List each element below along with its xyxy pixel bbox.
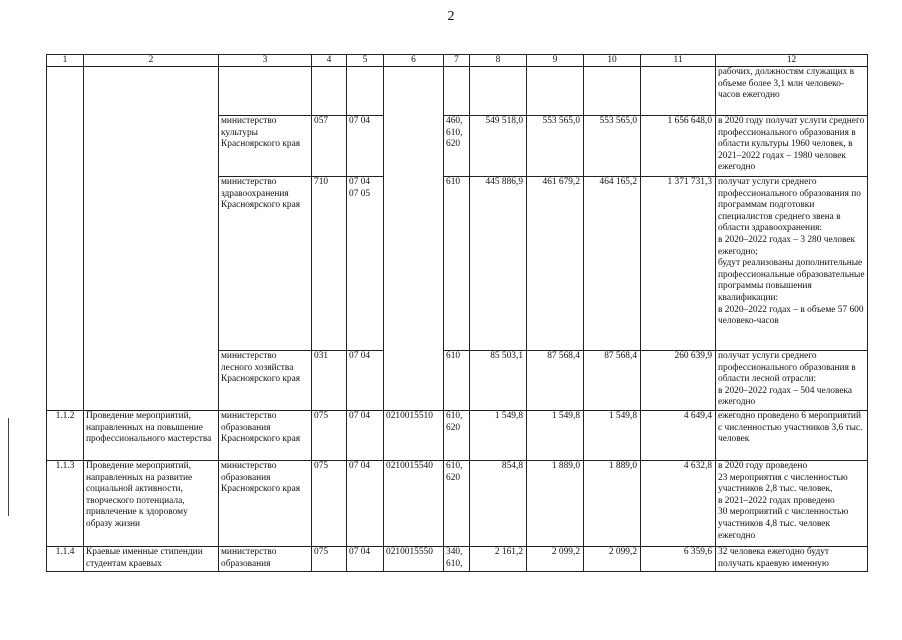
activity-name: Проведение мероприятий, направленных на развитие социальной активности, творческого потенциала, привлечение к здоровому образу жизни [84, 461, 219, 547]
value-2022: 464 165,2 [584, 177, 641, 351]
section-code: 07 04 07 05 [347, 177, 384, 351]
section-code: 07 04 [347, 351, 384, 411]
col-header-11: 11 [641, 55, 716, 67]
value-2020: 85 503,1 [470, 351, 527, 411]
activity-name [84, 177, 219, 351]
value-2021: 1 549,8 [527, 411, 584, 461]
expected-result: рабочих, должностям служащих в объеме более 3,1 млн человеко-часов ежегодно [716, 67, 868, 116]
expected-result: получат услуги среднего профессионального образования по программам подготовки специалистов среднего звена в области здравоохранения: в 2020–2022 годах – 3 280 человек ежегодно; будут реализованы дополнительные профессиональные образовательные программы повышения квалификации: в 2020–2022 годах – в объеме 57 600 человеко-часов [716, 177, 868, 351]
col-header-8: 8 [470, 55, 527, 67]
row-number: 1.1.3 [47, 461, 84, 547]
col-header-9: 9 [527, 55, 584, 67]
administrator: министерство лесного хозяйства Красноярского края [219, 351, 312, 411]
vr-code: 610 [444, 177, 470, 351]
expected-result: получат услуги среднего профессионального образования в области лесной отрасли: в 2020–2022 годах – 504 человека ежегодно [716, 351, 868, 411]
value-total: 4 632,8 [641, 461, 716, 547]
value-2020: 445 886,9 [470, 177, 527, 351]
grbs-code: 031 [312, 351, 347, 411]
table-row [47, 177, 868, 351]
csr-code [384, 177, 444, 351]
value-2021 [527, 67, 584, 116]
administrator: министерство здравоохранения Красноярского края [219, 177, 312, 351]
section-code: 07 04 [347, 547, 384, 572]
value-2022: 1 549,8 [584, 411, 641, 461]
expected-result: в 2020 году получат услуги среднего профессионального образования в области культуры 1960 человек, в 2021–2022 годах – 1980 человек ежегодно [716, 116, 868, 177]
table-row [47, 116, 868, 177]
csr-code [384, 67, 444, 116]
vr-code: 610, 620 [444, 461, 470, 547]
grbs-code: 075 [312, 547, 347, 572]
page-number: 2 [447, 9, 455, 24]
row-number [47, 116, 84, 177]
col-header-10: 10 [584, 55, 641, 67]
row-number [47, 177, 84, 351]
grbs-code [312, 67, 347, 116]
value-2020 [470, 67, 527, 116]
col-header-5: 5 [347, 55, 384, 67]
value-2021: 461 679,2 [527, 177, 584, 351]
col-header-12: 12 [716, 55, 868, 67]
section-code [347, 67, 384, 116]
grbs-code: 075 [312, 461, 347, 547]
row-number [47, 351, 84, 411]
section-code: 07 04 [347, 461, 384, 547]
row-number: 1.1.4 [47, 547, 84, 572]
administrator [219, 67, 312, 116]
value-total: 260 639,9 [641, 351, 716, 411]
value-2022 [584, 67, 641, 116]
csr-code: 0210015550 [384, 547, 444, 572]
csr-code: 0210015510 [384, 411, 444, 461]
col-header-1: 1 [47, 55, 84, 67]
table-row [47, 547, 868, 572]
value-2022: 2 099,2 [584, 547, 641, 572]
csr-code [384, 351, 444, 411]
activity-name [84, 67, 219, 116]
value-2020: 854,8 [470, 461, 527, 547]
value-2022: 87 568,4 [584, 351, 641, 411]
vr-code: 610 [444, 351, 470, 411]
value-2021: 553 565,0 [527, 116, 584, 177]
expected-result: в 2020 году проведено 23 мероприятия с численностью участников 2,8 тыс. человек, в 2021–2022 годах проведено 30 мероприятий с численностью участников 4,8 тыс. человек ежегодно [716, 461, 868, 547]
table-row [47, 461, 868, 547]
col-header-4: 4 [312, 55, 347, 67]
administrator: министерство образования Красноярского края [219, 411, 312, 461]
header-row [47, 55, 868, 67]
grbs-code: 075 [312, 411, 347, 461]
administrator: министерство культуры Красноярского края [219, 116, 312, 177]
value-total: 1 371 731,3 [641, 177, 716, 351]
value-total [641, 67, 716, 116]
csr-code: 0210015540 [384, 461, 444, 547]
value-2022: 553 565,0 [584, 116, 641, 177]
row-number [47, 67, 84, 116]
value-2020: 2 161,2 [470, 547, 527, 572]
value-2020: 549 518,0 [470, 116, 527, 177]
expected-result: ежегодно проведено 6 мероприятий с численностью участников 3,6 тыс. человек [716, 411, 868, 461]
value-2022: 1 889,0 [584, 461, 641, 547]
col-header-6: 6 [384, 55, 444, 67]
expected-result: 32 человека ежегодно будут получать краевую именную [716, 547, 868, 572]
row-number: 1.1.2 [47, 411, 84, 461]
vr-code: 460, 610, 620 [444, 116, 470, 177]
value-2021: 1 889,0 [527, 461, 584, 547]
value-2021: 2 099,2 [527, 547, 584, 572]
value-total: 6 359,6 [641, 547, 716, 572]
grbs-code: 057 [312, 116, 347, 177]
value-2020: 1 549,8 [470, 411, 527, 461]
table-row [47, 351, 868, 411]
grbs-code: 710 [312, 177, 347, 351]
csr-code [384, 116, 444, 177]
value-total: 1 656 648,0 [641, 116, 716, 177]
col-header-3: 3 [219, 55, 312, 67]
vr-code [444, 67, 470, 116]
activity-name: Проведение мероприятий, направленных на повышение профессионального мастерства [84, 411, 219, 461]
activity-name [84, 351, 219, 411]
vr-code: 610, 620 [444, 411, 470, 461]
section-code: 07 04 [347, 411, 384, 461]
vr-code: 340, 610, [444, 547, 470, 572]
table-row [47, 411, 868, 461]
administrator: министерство образования Красноярского края [219, 461, 312, 547]
administrator: министерство образования [219, 547, 312, 572]
table-row [47, 67, 868, 116]
activity-name: Краевые именные стипендии студентам краевых [84, 547, 219, 572]
col-header-2: 2 [84, 55, 219, 67]
activity-name [84, 116, 219, 177]
value-total: 4 649,4 [641, 411, 716, 461]
value-2021: 87 568,4 [527, 351, 584, 411]
program-activities-table [46, 54, 868, 572]
col-header-7: 7 [444, 55, 470, 67]
margin-line [8, 418, 9, 516]
section-code: 07 04 [347, 116, 384, 177]
